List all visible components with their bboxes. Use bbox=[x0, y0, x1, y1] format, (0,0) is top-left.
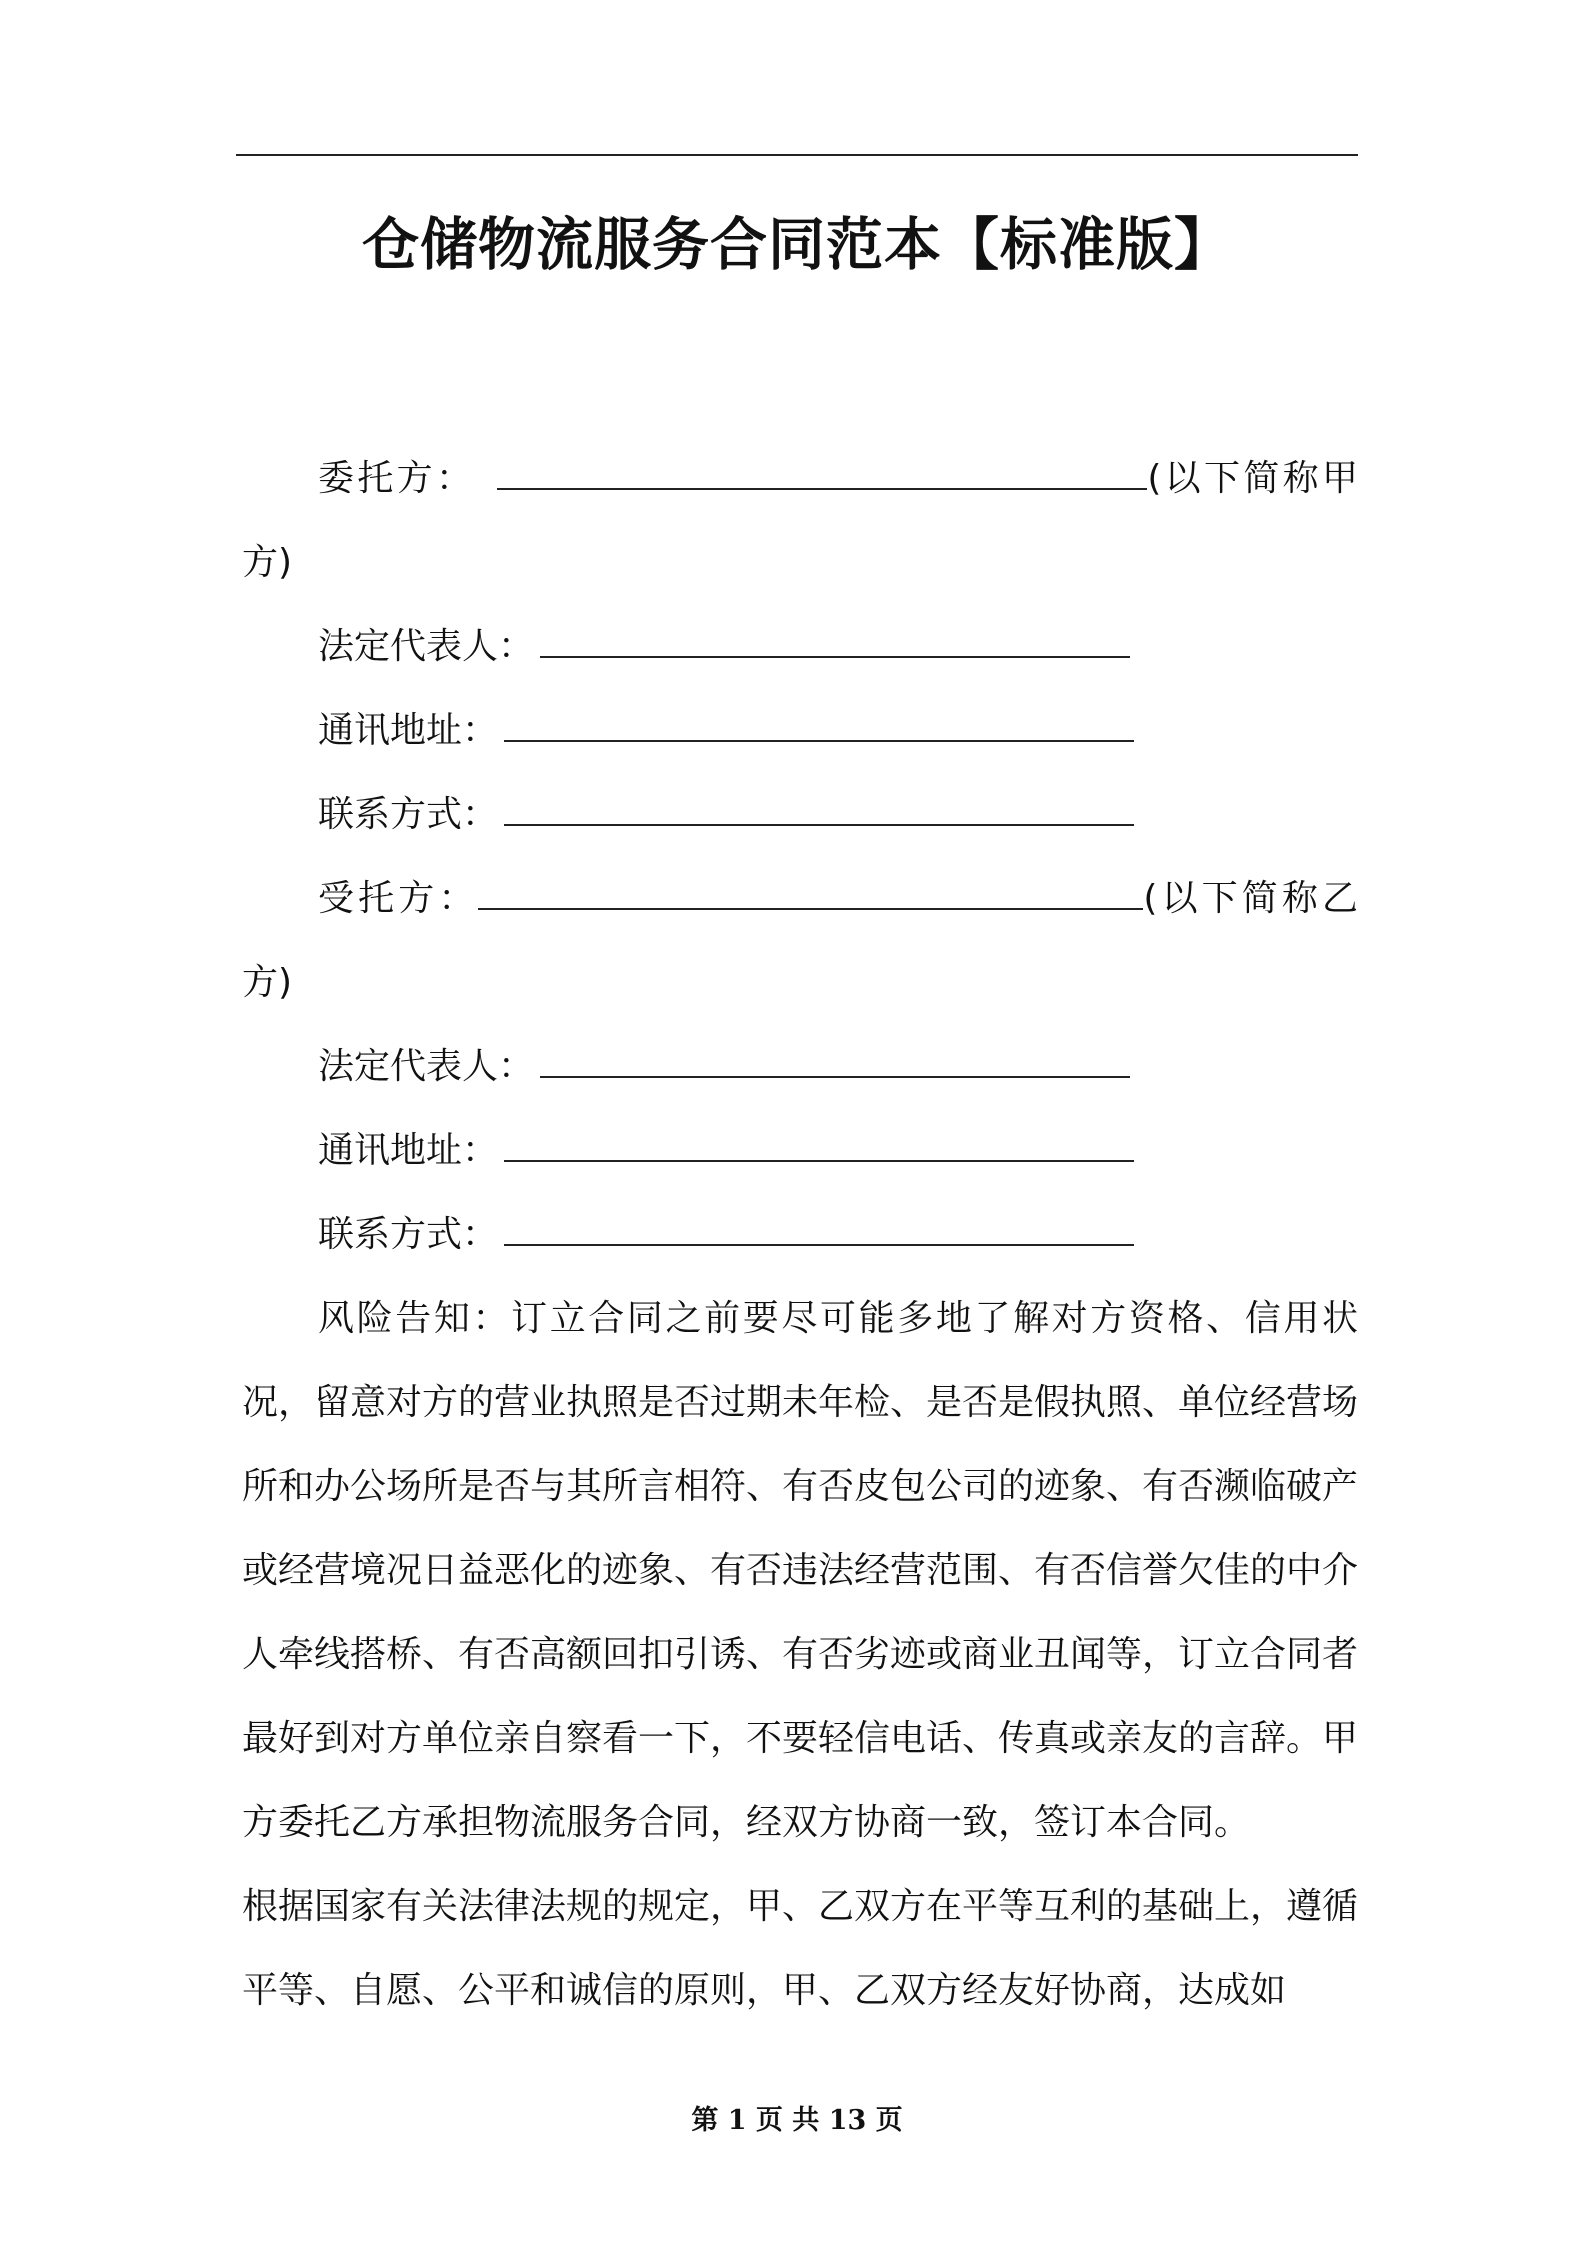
party-b-blank[interactable] bbox=[478, 874, 1143, 910]
party-a-blank[interactable] bbox=[497, 454, 1147, 490]
party-b-rep-blank[interactable] bbox=[540, 1042, 1130, 1078]
party-b-address-field bbox=[242, 1109, 1358, 1193]
party-b-address-blank[interactable] bbox=[504, 1126, 1134, 1162]
party-a-address-field bbox=[242, 689, 1358, 773]
party-b-field bbox=[242, 857, 1358, 1025]
party-b-contact-label: 联系方式： bbox=[318, 1214, 499, 1255]
party-a-contact-field bbox=[242, 773, 1358, 857]
basis-paragraph: 根据国家有关法律法规的规定，甲、乙双方在平等互利的基础上，遵循平等、自愿、公平和诚信的原则，甲、乙双方经友好协商，达成如 bbox=[242, 1886, 1359, 2011]
page-number-footer: 第 1 页 共 13 页 bbox=[691, 2105, 903, 2136]
party-a-contact-label: 联系方式： bbox=[318, 794, 499, 835]
party-b-label: 受托方： bbox=[318, 878, 479, 919]
party-a-address-blank[interactable] bbox=[504, 706, 1134, 742]
party-b-rep-field bbox=[242, 1025, 1358, 1109]
party-b-suffix: (以下简称乙方) bbox=[242, 878, 1358, 1003]
party-b-contact-field bbox=[242, 1193, 1358, 1277]
party-a-contact-blank[interactable] bbox=[504, 790, 1134, 826]
party-a-field bbox=[242, 437, 1358, 605]
party-a-suffix: (以下简称甲方) bbox=[242, 458, 1358, 583]
document-title: 仓储物流服务合同范本【标准版】 bbox=[362, 212, 1232, 278]
party-b-contact-blank[interactable] bbox=[504, 1210, 1134, 1246]
party-a-rep-label: 法定代表人： bbox=[318, 626, 535, 667]
party-a-rep-field bbox=[242, 605, 1358, 689]
party-a-rep-blank[interactable] bbox=[540, 622, 1130, 658]
risk-notice-paragraph: 风险告知：订立合同之前要尽可能多地了解对方资格、信用状况，留意对方的营业执照是否过期未年检、是否是假执照、单位经营场所和办公场所是否与其所言相符、有否皮包公司的迹象、有否濒临破产或经营境况日益恶化的迹象、有否违法经营范围、有否信誉欠佳的中介人牵线搭桥、有否高额回扣引诱、有否劣迹或商业丑闻等，订立合同者最好到对方单位亲自察看一下，不要轻信电话、传真或亲友的言辞。甲方委托乙方承担物流服务合同，经双方协商一致，签订本合同。 bbox=[242, 1298, 1359, 1843]
party-a-label: 委托方： bbox=[318, 458, 476, 499]
header-rule bbox=[236, 154, 1358, 156]
party-a-address-label: 通讯地址： bbox=[318, 710, 499, 751]
party-b-address-label: 通讯地址： bbox=[318, 1130, 499, 1171]
document-body bbox=[242, 437, 1358, 2033]
party-b-rep-label: 法定代表人： bbox=[318, 1046, 535, 1087]
